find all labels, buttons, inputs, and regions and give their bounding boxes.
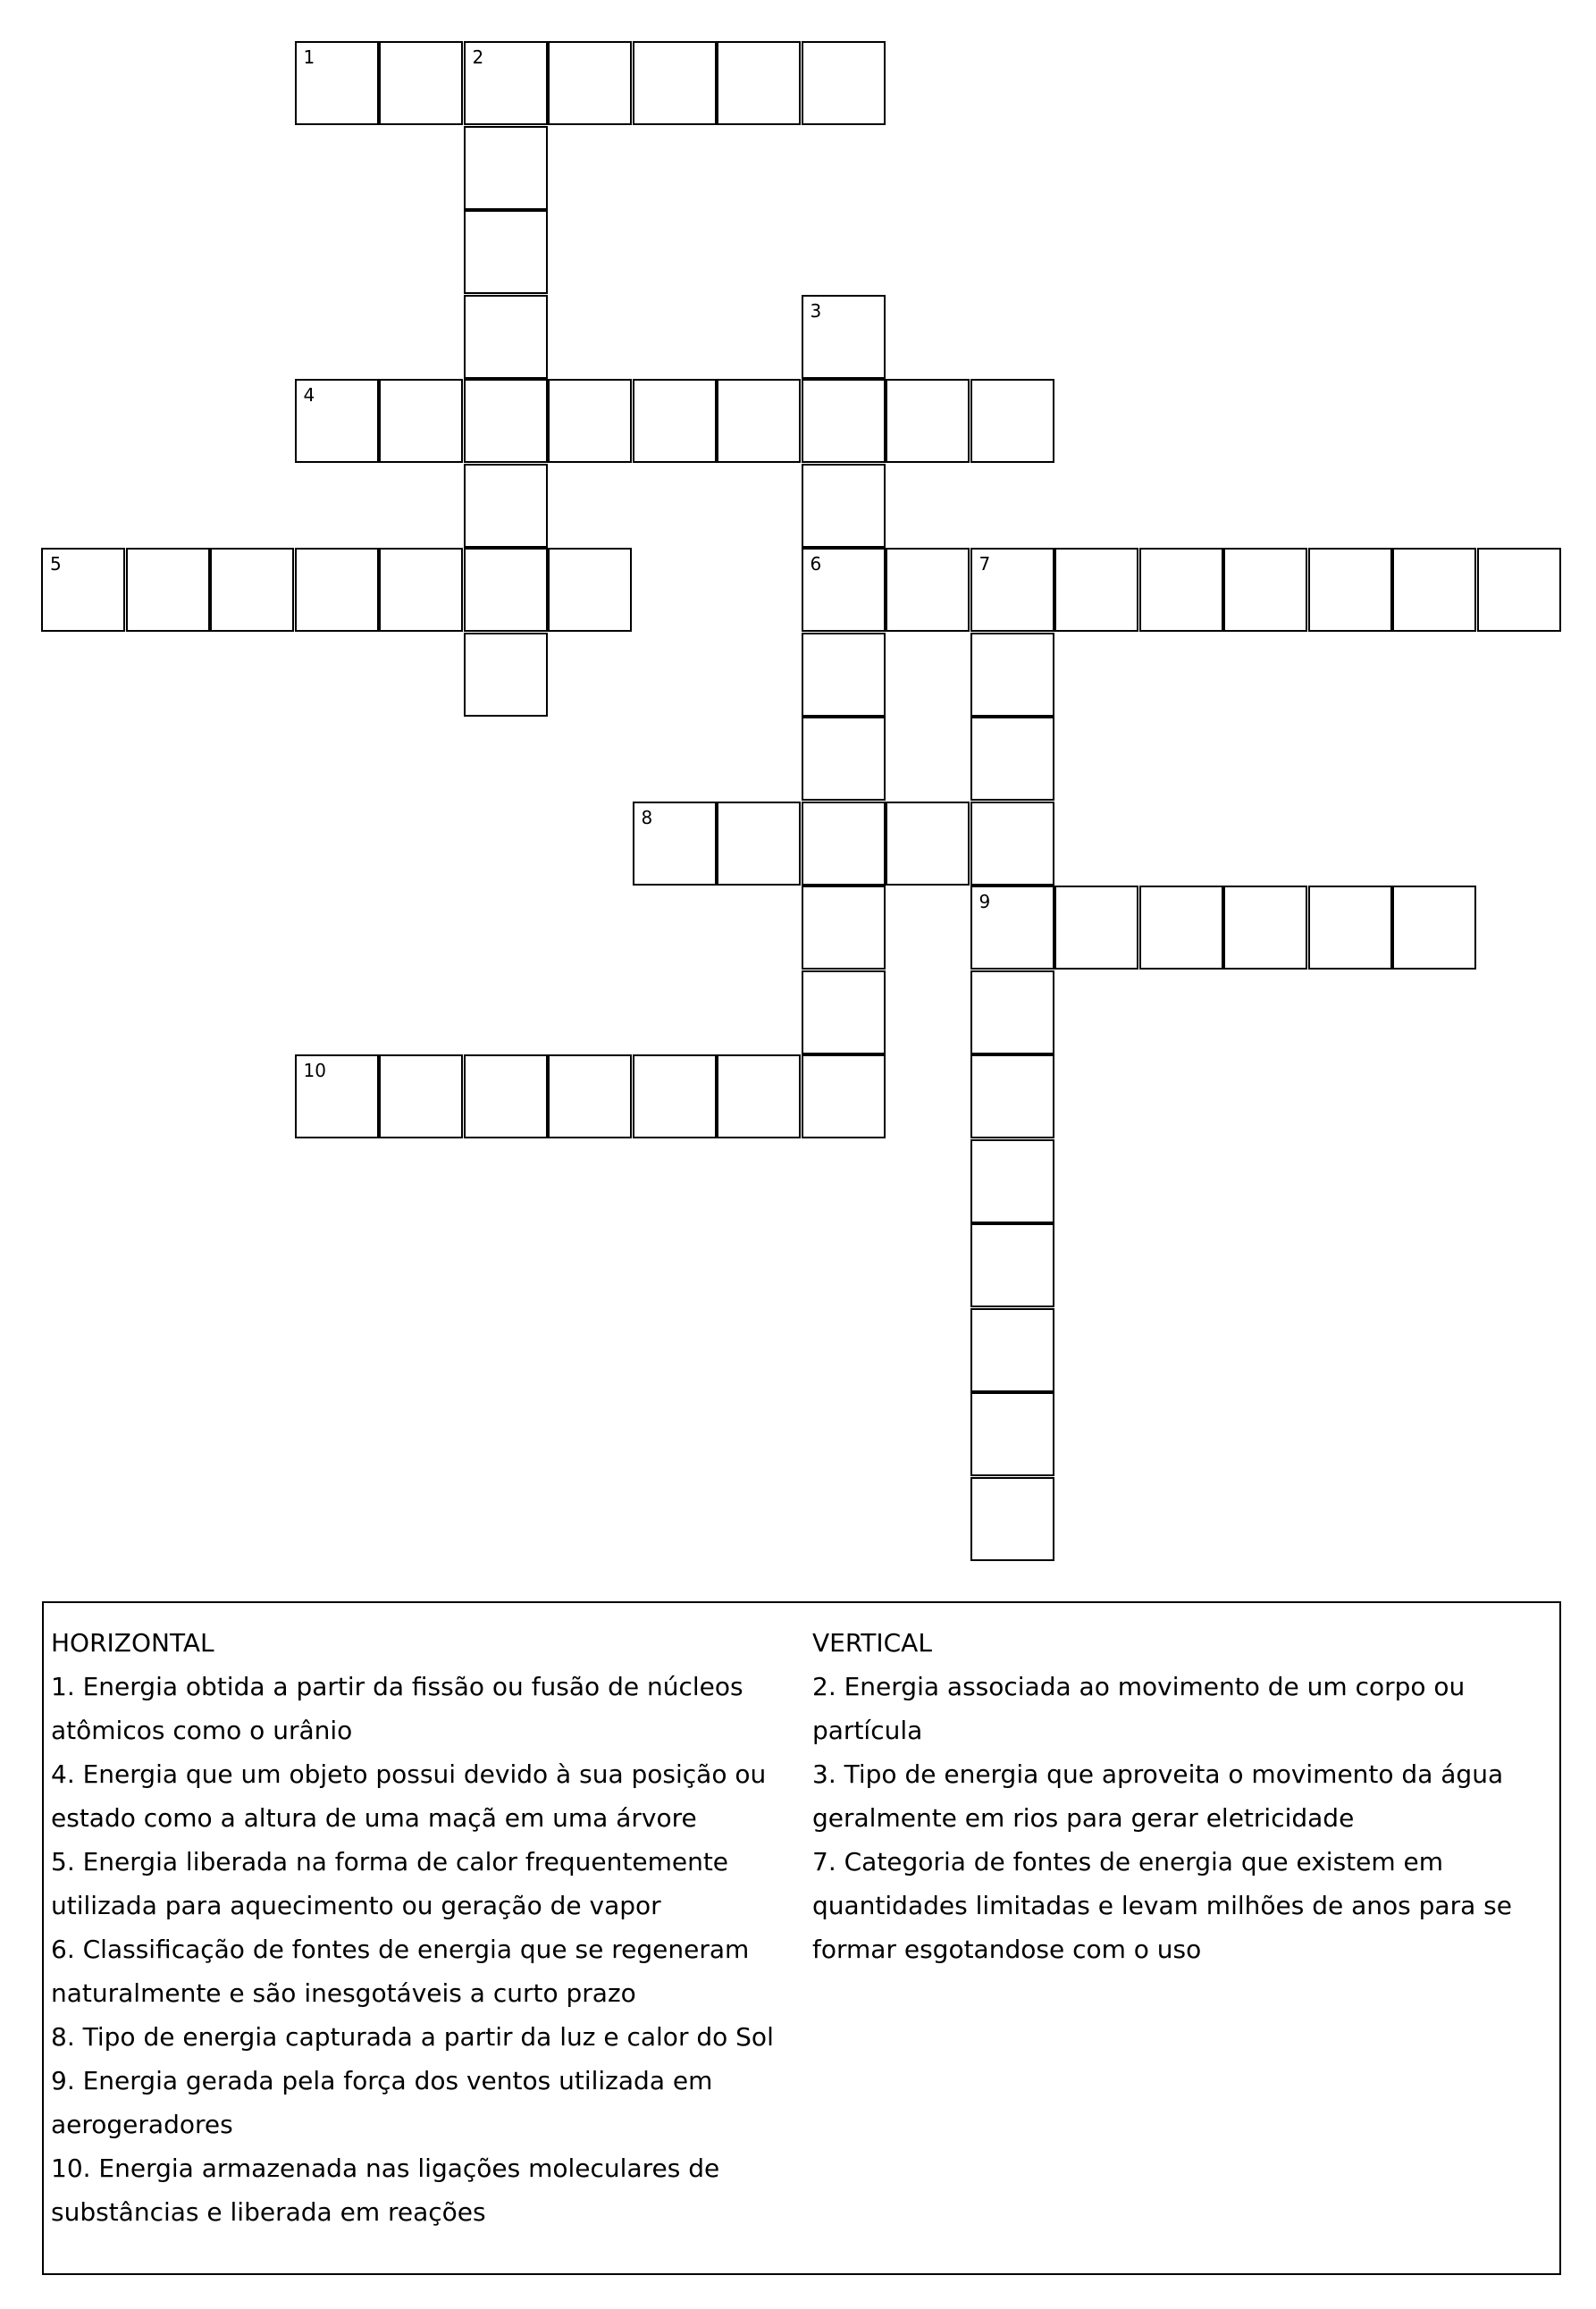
crossword-cell[interactable] [970, 633, 1054, 717]
crossword-cell[interactable] [717, 802, 801, 886]
crossword-cell[interactable] [802, 295, 886, 379]
crossword-cell[interactable] [717, 1054, 801, 1138]
vertical-heading: VERTICAL [812, 1628, 932, 1658]
clue-line: 6. Classificação de fontes de energia que se regeneram [51, 1935, 750, 1964]
clue-number: 8 [641, 806, 653, 828]
crossword-cell[interactable] [970, 1054, 1054, 1138]
clue-line: atômicos como o urânio [51, 1716, 353, 1745]
crossword-cell[interactable] [886, 379, 970, 463]
crossword-cell[interactable] [802, 1054, 886, 1138]
clue-line: utilizada para aquecimento ou geração de vapor [51, 1891, 661, 1920]
clue-line: 10. Energia armazenada nas ligações moleculares de [51, 2154, 720, 2183]
crossword-cell[interactable] [464, 210, 548, 294]
crossword-cell[interactable] [1392, 548, 1476, 632]
crossword-cell[interactable] [548, 379, 632, 463]
crossword-cell[interactable] [886, 548, 970, 632]
crossword-cell[interactable] [633, 41, 717, 125]
crossword-cell[interactable] [548, 548, 632, 632]
crossword-cell[interactable] [633, 1054, 717, 1138]
clue-line: substâncias e liberada em reações [51, 2197, 486, 2227]
crossword-cell[interactable] [970, 1308, 1054, 1392]
clue-number: 5 [50, 553, 62, 575]
crossword-cell[interactable] [633, 379, 717, 463]
clue-line: estado como a altura de uma maçã em uma árvore [51, 1803, 697, 1833]
crossword-cell[interactable] [970, 1392, 1054, 1476]
clue-line: 8. Tipo de energia capturada a partir da luz e calor do Sol [51, 2022, 774, 2052]
crossword-cell[interactable] [464, 295, 548, 379]
crossword-cell[interactable] [464, 41, 548, 125]
horizontal-heading: HORIZONTAL [51, 1628, 214, 1658]
crossword-cell[interactable] [1308, 886, 1392, 970]
crossword-cell[interactable] [1477, 548, 1561, 632]
crossword-cell[interactable] [1392, 886, 1476, 970]
crossword-cell[interactable] [802, 886, 886, 970]
crossword-cell[interactable] [295, 379, 379, 463]
crossword-cell[interactable] [548, 1054, 632, 1138]
crossword-cell[interactable] [970, 1223, 1054, 1307]
crossword-cell[interactable] [802, 548, 886, 632]
crossword-cell[interactable] [464, 548, 548, 632]
clue-line: naturalmente e são inesgotáveis a curto prazo [51, 1978, 636, 2008]
clue-line: 1. Energia obtida a partir da fissão ou fusão de núcleos [51, 1672, 743, 1701]
clue-number: 10 [303, 1060, 326, 1081]
crossword-cell[interactable] [633, 802, 717, 886]
crossword-cell[interactable] [970, 379, 1054, 463]
crossword-cell[interactable] [1223, 886, 1307, 970]
crossword-cell[interactable] [464, 464, 548, 548]
crossword-cell[interactable] [802, 379, 886, 463]
clue-line: 2. Energia associada ao movimento de um corpo ou partícula [812, 1672, 1466, 1745]
crossword-cell[interactable] [802, 464, 886, 548]
crossword-cell[interactable] [295, 41, 379, 125]
crossword-cell[interactable] [970, 970, 1054, 1054]
clue-line: 3. Tipo de energia que aproveita o movimento da água [812, 1759, 1504, 1789]
crossword-cell[interactable] [970, 548, 1054, 632]
horizontal-clues [51, 1621, 784, 2234]
crossword-cell[interactable] [802, 41, 886, 125]
clues-box [42, 1601, 1561, 2275]
crossword-cell[interactable] [1139, 548, 1223, 632]
clue-line: geralmente em rios para gerar eletricidade [812, 1803, 1355, 1833]
crossword-cell[interactable] [1139, 886, 1223, 970]
clue-line: 5. Energia liberada na forma de calor frequentemente [51, 1847, 729, 1877]
crossword-cell[interactable] [970, 886, 1054, 970]
crossword-cell[interactable] [970, 1477, 1054, 1561]
crossword-cell[interactable] [802, 633, 886, 717]
clue-line: 9. Energia gerada pela força dos ventos utilizada em [51, 2066, 713, 2095]
crossword-cell[interactable] [1054, 886, 1138, 970]
crossword-cell[interactable] [886, 802, 970, 886]
crossword-cell[interactable] [802, 970, 886, 1054]
crossword-cell[interactable] [379, 41, 463, 125]
crossword-cell[interactable] [717, 41, 801, 125]
crossword-cell[interactable] [970, 1139, 1054, 1223]
crossword-cell[interactable] [1054, 548, 1138, 632]
crossword-cell[interactable] [295, 1054, 379, 1138]
clue-line: quantidades limitadas e levam milhões de anos para se [812, 1891, 1512, 1920]
crossword-cell[interactable] [379, 1054, 463, 1138]
clue-line: 7. Categoria de fontes de energia que existem em [812, 1847, 1444, 1877]
clue-line: 4. Energia que um objeto possui devido à sua posição ou [51, 1759, 767, 1789]
clue-number: 7 [979, 553, 991, 575]
clue-number: 6 [810, 553, 822, 575]
crossword-cell[interactable] [548, 41, 632, 125]
crossword-cell[interactable] [1223, 548, 1307, 632]
clue-number: 4 [303, 384, 315, 406]
crossword-cell[interactable] [970, 802, 1054, 886]
crossword-cell[interactable] [295, 548, 379, 632]
crossword-cell[interactable] [970, 717, 1054, 801]
crossword-cell[interactable] [802, 802, 886, 886]
clue-number: 9 [979, 891, 991, 912]
clue-line: aerogeradores [51, 2110, 233, 2139]
crossword-cell[interactable] [802, 717, 886, 801]
vertical-clues [812, 1621, 1554, 1971]
crossword-cell[interactable] [464, 1054, 548, 1138]
crossword-cell[interactable] [41, 548, 125, 632]
crossword-cell[interactable] [464, 633, 548, 717]
clue-number: 2 [472, 46, 484, 68]
crossword-cell[interactable] [717, 379, 801, 463]
clue-line: formar esgotandose com o uso [812, 1935, 1202, 1964]
crossword-cell[interactable] [126, 548, 210, 632]
crossword-cell[interactable] [464, 379, 548, 463]
crossword-cell[interactable] [210, 548, 294, 632]
clue-number: 1 [303, 46, 315, 68]
crossword-cell[interactable] [379, 548, 463, 632]
crossword-cell[interactable] [379, 379, 463, 463]
clue-number: 3 [810, 299, 822, 322]
crossword-cell[interactable] [464, 126, 548, 210]
crossword-cell[interactable] [1308, 548, 1392, 632]
